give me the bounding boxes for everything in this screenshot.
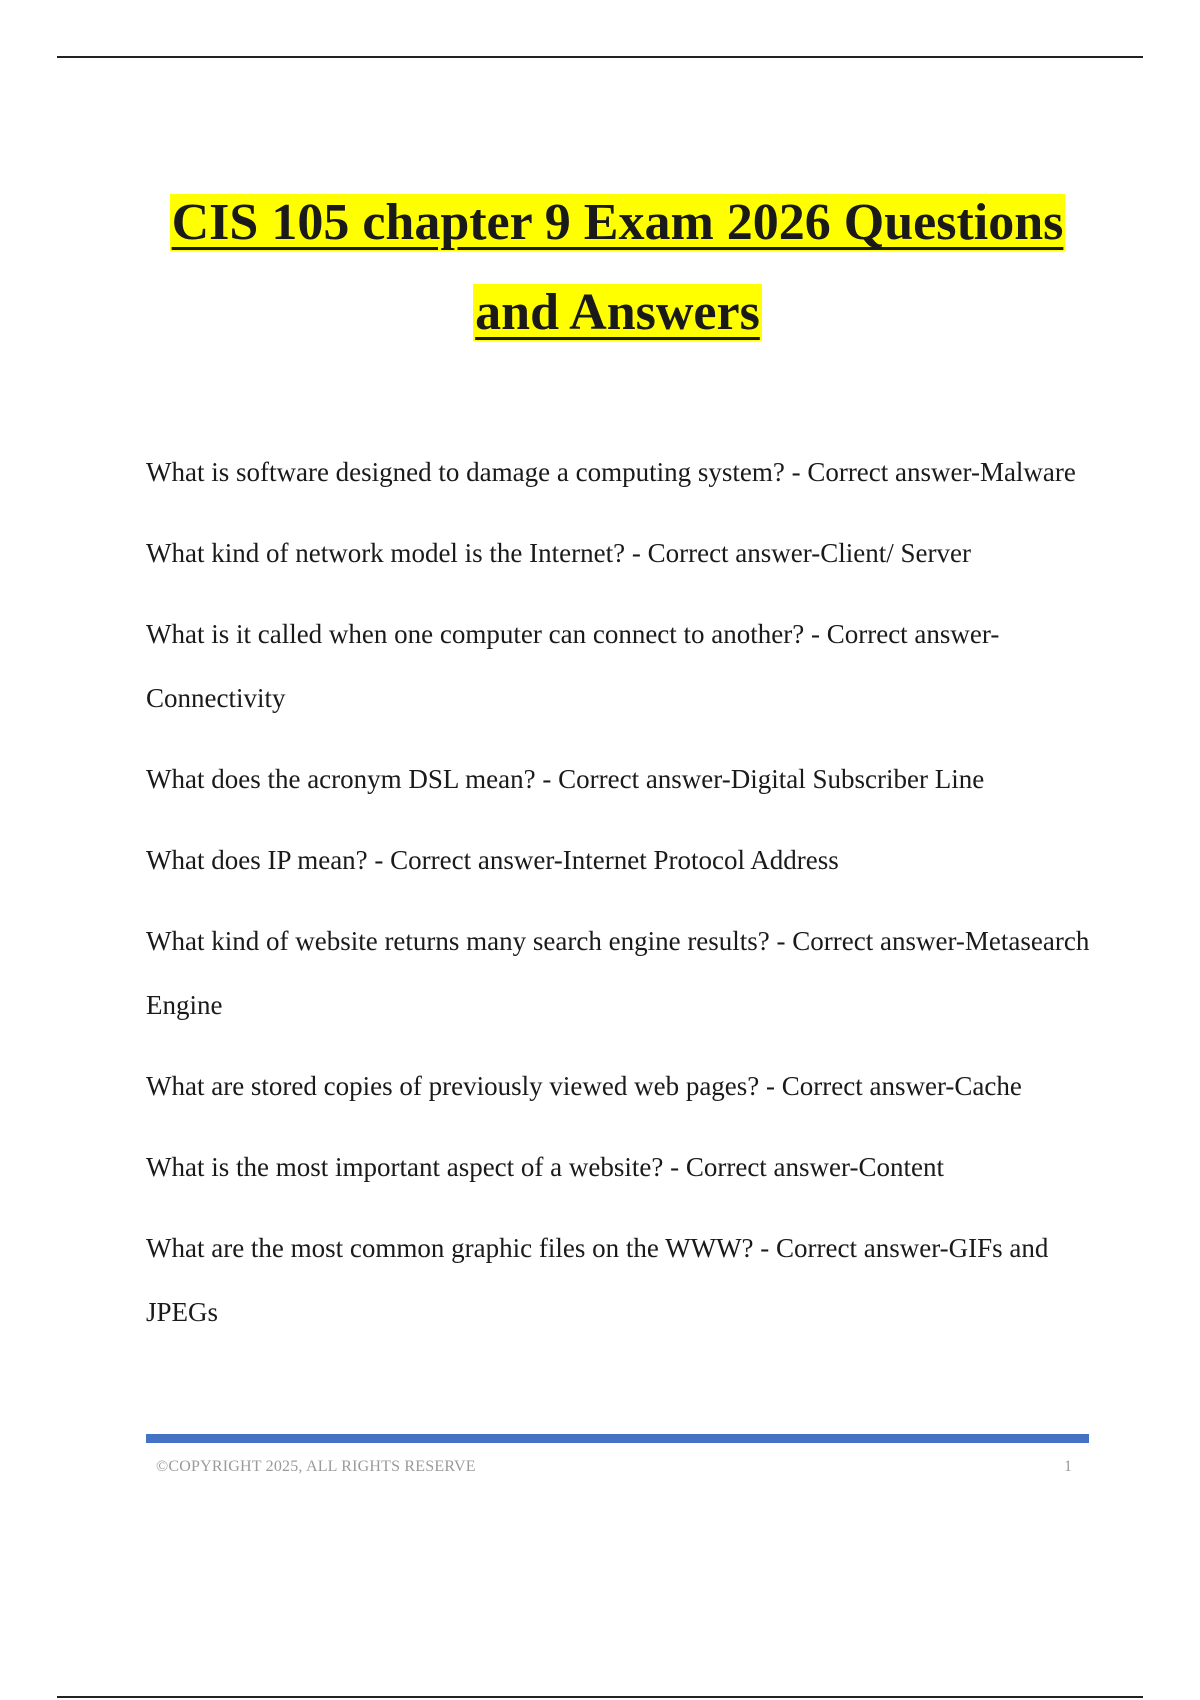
qa-item: What is software designed to damage a computing system? - Correct answer-Malware: [146, 457, 1076, 487]
title-line-2: and Answers: [475, 284, 760, 341]
qa-item: What are the most common graphic files on the WWW? - Correct answer-GIFs and JPEGs: [146, 1233, 1049, 1327]
top-rule: [57, 56, 1143, 58]
qa-list: [146, 440, 1096, 1361]
qa-item: What does IP mean? - Correct answer-Internet Protocol Address: [146, 845, 839, 875]
title-line-1: CIS 105 chapter 9 Exam 2026 Questions: [171, 194, 1064, 251]
qa-item: What does the acronym DSL mean? - Correct answer-Digital Subscriber Line: [146, 764, 985, 794]
footer-divider: [146, 1434, 1089, 1443]
qa-item: What is the most important aspect of a website? - Correct answer-Content: [146, 1152, 944, 1182]
qa-item: What are stored copies of previously viewed web pages? - Correct answer-Cache: [146, 1071, 1022, 1101]
document-title: [60, 178, 1175, 358]
qa-item: What kind of network model is the Internet? - Correct answer-Client/ Server: [146, 538, 971, 568]
footer-copyright: ©COPYRIGHT 2025, ALL RIGHTS RESERVE: [156, 1458, 476, 1475]
bottom-rule: [57, 1696, 1143, 1698]
page-number: 1: [1064, 1458, 1072, 1475]
qa-item: What kind of website returns many search engine results? - Correct answer-Metasearch Engine: [146, 926, 1090, 1020]
qa-item: What is it called when one computer can connect to another? - Correct answer-Connectivity: [146, 619, 1000, 713]
